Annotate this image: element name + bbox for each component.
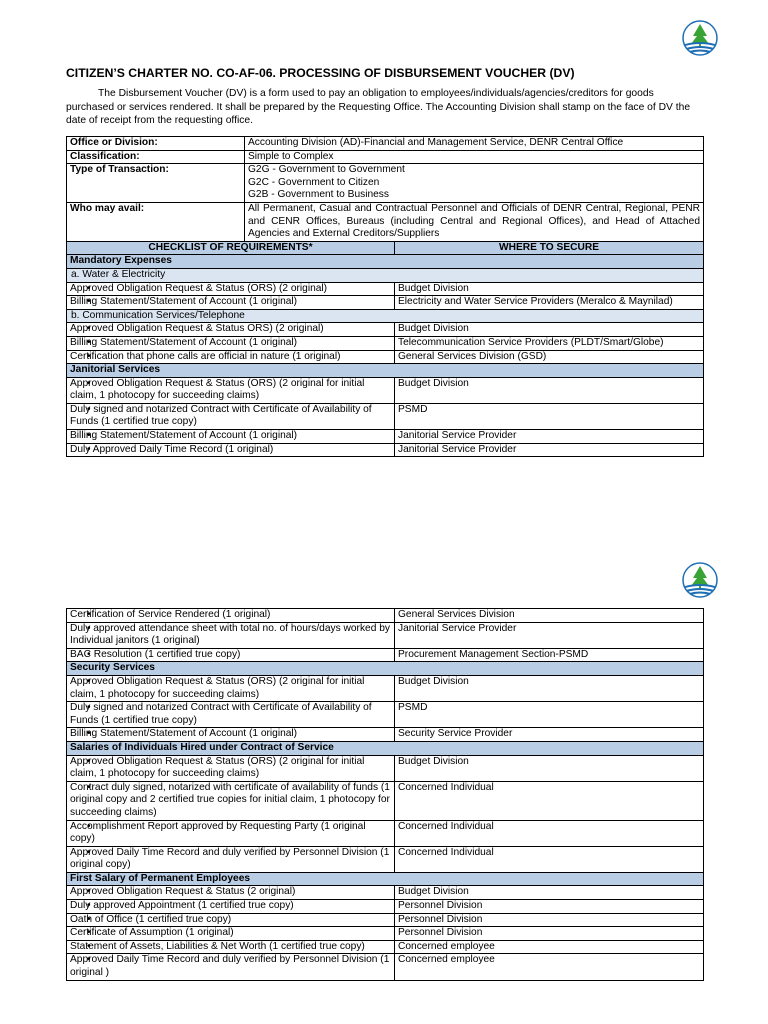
section-first-salary: First Salary of Permanent Employees <box>67 872 704 886</box>
table-row: • Approved Obligation Request & Status (2 original) Budget Division <box>67 886 704 900</box>
table-row: • Approved Obligation Request & Status (ORS) (2 original for initial claim, 1 photocopy for succeeding claims) Budget Division <box>67 377 704 403</box>
table-row: • Approved Obligation Request & Status (ORS) (2 original for initial claim, 1 photocopy for succeeding claims) Budget Division <box>67 755 704 781</box>
classification-label: Classification: <box>67 150 245 164</box>
section-mandatory-expenses: Mandatory Expenses <box>67 255 704 269</box>
office-label: Office or Division: <box>67 137 245 151</box>
table-row: • Duly signed and notarized Contract with Certificate of Availability of Funds (1 certified true copy) PSMD <box>67 702 704 728</box>
table-row: • Certificate of Assumption (1 original) Personnel Division <box>67 927 704 941</box>
office-value: Accounting Division (AD)-Financial and Management Service, DENR Central Office <box>245 137 704 151</box>
table-row: • Certification that phone calls are official in nature (1 original) General Services Division (GSD) <box>67 350 704 364</box>
transaction-type-g2c: G2C - Government to Citizen <box>248 176 380 188</box>
table-row: • Oath of Office (1 certified true copy) Personnel Division <box>67 913 704 927</box>
table-row: • Certification of Service Rendered (1 original) General Services Division <box>67 609 704 623</box>
section-security-services: Security Services <box>67 662 704 676</box>
requirements-table-page2 <box>66 608 704 981</box>
transaction-type-label: Type of Transaction: <box>67 164 245 203</box>
subsection-water-electricity: a. Water & Electricity <box>67 268 704 282</box>
table-row: • Billing Statement/Statement of Account (1 original) Security Service Provider <box>67 728 704 742</box>
table-row: • Approved Daily Time Record and duly verified by Personnel Division (1 original copy) Concerned Individual <box>67 846 704 872</box>
table-row: • Approved Daily Time Record and duly verified by Personnel Division (1 original ) Concerned employee <box>67 954 704 980</box>
page-title: CITIZEN’S CHARTER NO. CO-AF-06. PROCESSING OF DISBURSEMENT VOUCHER (DV) <box>66 66 575 80</box>
denr-logo-icon <box>682 562 718 598</box>
table-row: • Billing Statement/Statement of Account (1 original) Electricity and Water Service Providers (Meralco & Maynilad) <box>67 296 704 310</box>
transaction-type-values <box>245 164 704 203</box>
info-table-page1 <box>66 136 704 457</box>
denr-logo-icon <box>682 20 718 56</box>
table-row: • Approved Obligation Request & Status (ORS) (2 original) Budget Division <box>67 282 704 296</box>
checklist-header: CHECKLIST OF REQUIREMENTS* <box>67 241 395 255</box>
classification-value: Simple to Complex <box>245 150 704 164</box>
table-row: • Contract duly signed, notarized with certificate of availability of funds (1 original copy and 2 certified true copies for initial claim, 1 photocopy for succeeding claims) Concerned Individual <box>67 781 704 820</box>
transaction-type-g2b: G2B - Government to Business <box>248 189 389 201</box>
table-row: • Statement of Assets, Liabilities & Net Worth (1 certified true copy) Concerned employee <box>67 940 704 954</box>
table-row: • Duly approved attendance sheet with total no. of hours/days worked by Individual janitors (1 original) Janitorial Service Provider <box>67 622 704 648</box>
intro-paragraph: The Disbursement Voucher (DV) is a form used to pay an obligation to employees/individuals/agencies/creditors for goods purchased or services rendered. It shall be prepared by the Requesting Office. The Accounting Division shall stamp on the face of DV the date of receipt from the requesting office. <box>66 88 691 126</box>
where-to-secure-header: WHERE TO SECURE <box>395 241 704 255</box>
table-row: • Billing Statement/Statement of Account (1 original) Telecommunication Service Providers (PLDT/Smart/Globe) <box>67 336 704 350</box>
section-salaries-contract-of-service: Salaries of Individuals Hired under Contract of Service <box>67 741 704 755</box>
who-may-avail-label: Who may avail: <box>67 202 245 241</box>
transaction-type-g2g: G2G - Government to Government <box>248 164 405 176</box>
table-row: • Duly signed and notarized Contract with Certificate of Availability of Funds (1 certified true copy) PSMD <box>67 403 704 429</box>
table-row: • Approved Obligation Request & Status (ORS) (2 original for initial claim, 1 photocopy for succeeding claims) Budget Division <box>67 675 704 701</box>
subsection-communication: b. Communication Services/Telephone <box>67 309 704 323</box>
table-row: • BAC Resolution (1 certified true copy) Procurement Management Section-PSMD <box>67 648 704 662</box>
table-row: • Duly Approved Daily Time Record (1 original) Janitorial Service Provider <box>67 443 704 457</box>
who-may-avail-value: All Permanent, Casual and Contractual Personnel and Officials of DENR Central, Regional, PENR and CENR Offices, Bureaus (including Central and Regional Offices), and Head of Attached Agencies and External Creditors/Suppliers <box>245 202 704 241</box>
table-row: • Approved Obligation Request & Status ORS) (2 original) Budget Division <box>67 323 704 337</box>
table-row: • Duly approved Appointment (1 certified true copy) Personnel Division <box>67 900 704 914</box>
table-row: • Billing Statement/Statement of Account (1 original) Janitorial Service Provider <box>67 430 704 444</box>
table-row: • Accomplishment Report approved by Requesting Party (1 original copy) Concerned Individual <box>67 820 704 846</box>
section-janitorial-services: Janitorial Services <box>67 364 704 378</box>
